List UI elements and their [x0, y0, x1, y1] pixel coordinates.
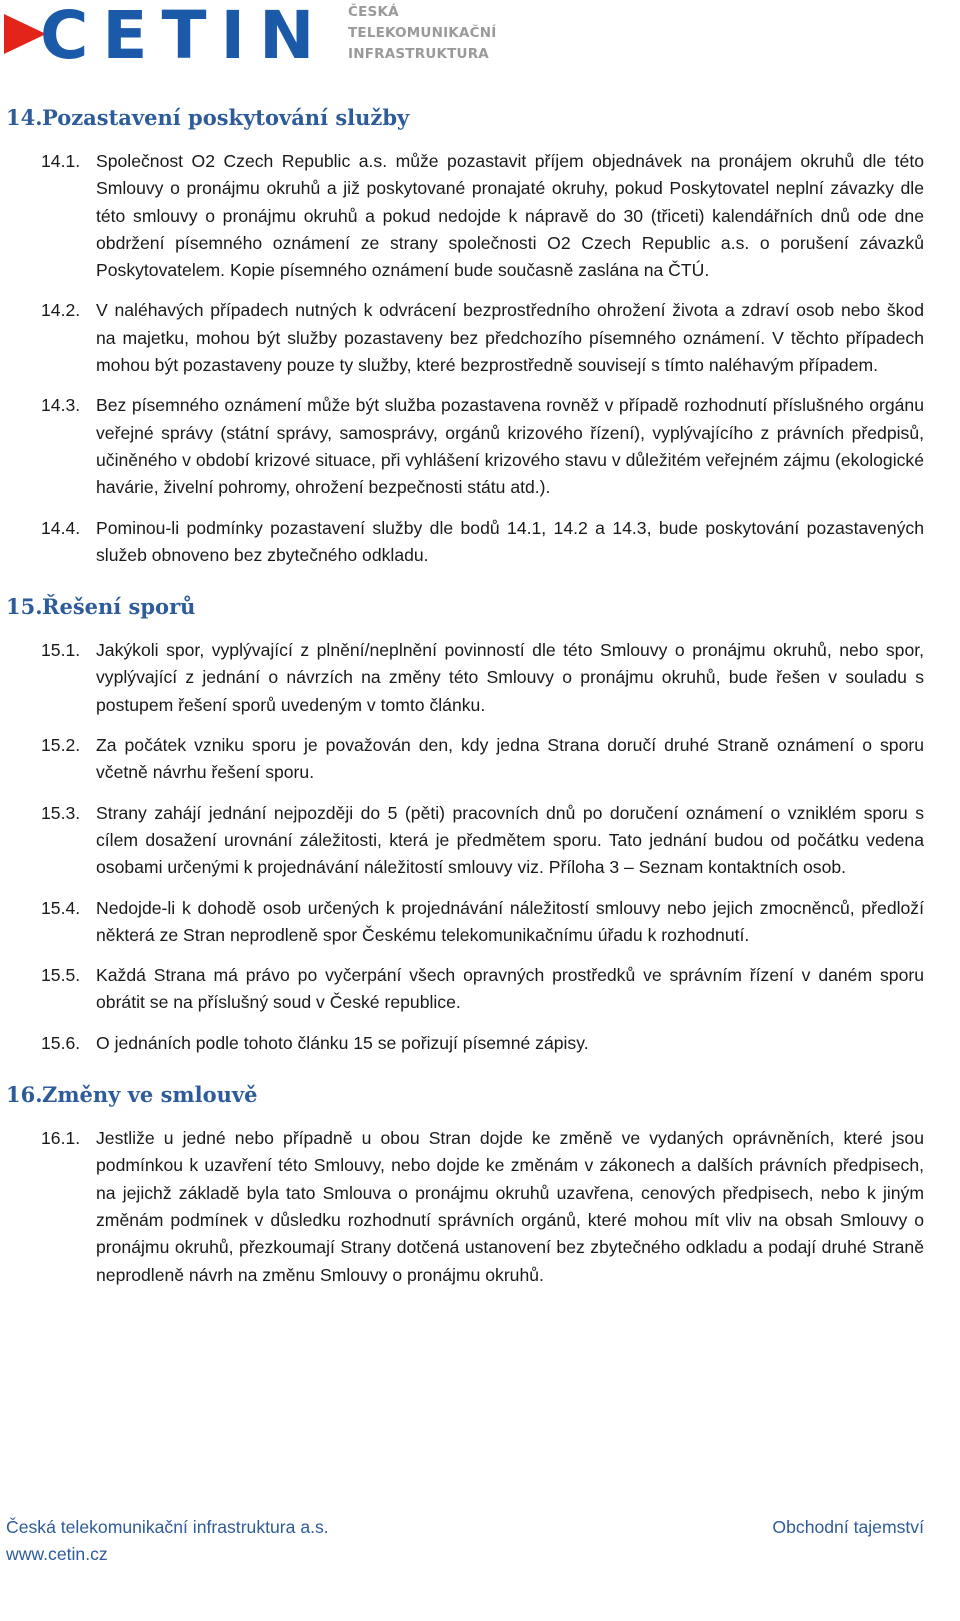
clause-14-3	[0, 392, 960, 501]
section-title: Změny ve smlouvě	[42, 1082, 258, 1108]
clause-number: 15.4.	[41, 897, 81, 918]
clause-number: 15.5.	[41, 965, 81, 986]
footer-company: Česká telekomunikační infrastruktura a.s.	[6, 1517, 329, 1537]
section-number: 16.	[6, 1082, 43, 1108]
section-title: Pozastavení poskytování služby	[42, 105, 410, 130]
logo-subtitle-line: ČESKÁ	[348, 4, 399, 20]
clause-text: Pominou-li podmínky pozastavení služby dle bodů 14.1, 14.2 a 14.3, bude poskytování pozastavených služeb obnoveno bez zbytečného odkladu.	[96, 517, 924, 565]
logo-wordmark: CETIN	[40, 0, 329, 62]
logo-subtitle-line: TELEKOMUNIKAČNÍ	[348, 25, 497, 41]
section-number: 14.	[6, 105, 43, 130]
clause-15-1	[0, 637, 960, 719]
clause-number: 14.3.	[41, 395, 81, 416]
clause-14-2	[0, 297, 960, 379]
section-heading-14	[0, 102, 960, 134]
clause-text: Za počátek vzniku sporu je považován den, kdy jedna Strana doručí druhé Straně oznámení o sporu včetně návrhu řešení sporu.	[96, 735, 924, 783]
clause-number: 14.2.	[41, 300, 81, 321]
cetin-logo-mark	[2, 0, 342, 62]
clause-number: 15.1.	[41, 640, 81, 661]
clause-text: Nedojde-li k dohodě osob určených k projednávání náležitostí smlouvy nebo jejich zmocněnců, předloží některá ze Stran neprodleně spor Českému telekomunikačnímu úřadu k rozhodnutí.	[96, 897, 924, 945]
clause-14-1	[0, 148, 960, 284]
clause-15-2	[0, 732, 960, 787]
logo-subtitle	[348, 2, 496, 65]
clause-number: 15.2.	[41, 735, 81, 756]
logo-subtitle-line: INFRASTRUKTURA	[348, 46, 489, 62]
clause-15-3	[0, 800, 960, 882]
clause-number: 14.1.	[41, 151, 81, 171]
clause-text: Společnost O2 Czech Republic a.s. může pozastavit příjem objednávek na pronájem okruhů dle této Smlouvy o pronájmu okruhů a již poskytované pronajaté okruhy, pokud Poskytovatel neplní závazky dle této smlouvy o pronájmu okruhů a pokud nedojde k nápravě do 30 (třiceti) kalendářních dnů ode dne obdržení písemného oznámení ze strany společnosti O2 Czech Republic a.s. o porušení závazků Poskytovatelem. Kopie písemného oznámení bude současně zaslána na ČTÚ.	[96, 151, 924, 281]
section-title: Řešení sporů	[42, 594, 196, 620]
clause-16-1	[0, 1125, 960, 1289]
section-heading-15	[0, 591, 960, 623]
clause-number: 16.1.	[41, 1128, 81, 1149]
section-heading-16	[0, 1079, 960, 1111]
clause-15-5	[0, 962, 960, 1017]
clause-number: 14.4.	[41, 517, 81, 538]
clause-text: Strany zahájí jednání nejpozději do 5 (pěti) pracovních dnů po doručení oznámení o vzniklém sporu s cílem dosažení urovnání záležitosti, která je předmětem sporu. Tato jednání budou od počátku vedena osobami určenými k projednávání náležitostí smlouvy viz. Příloha 3 – Seznam kontaktních osob.	[96, 802, 924, 878]
clause-text: O jednáních podle tohoto článku 15 se pořizují písemné zápisy.	[96, 1032, 589, 1053]
clause-text: Každá Strana má právo po vyčerpání všech opravných prostředků ve správním řízení v daném sporu obrátit se na příslušný soud v České republice.	[96, 965, 924, 1013]
footer-website-link[interactable]: www.cetin.cz	[6, 1544, 108, 1564]
footer-confidential: Obchodní tajemství	[772, 1517, 924, 1537]
clause-number: 15.6.	[41, 1032, 81, 1053]
clause-number: 15.3.	[41, 802, 81, 823]
section-number: 15.	[6, 594, 43, 620]
clause-15-4	[0, 895, 960, 950]
clause-text: V naléhavých případech nutných k odvrácení bezprostředního ohrožení života a zdraví osob nebo škod na majetku, mohou být služby pozastaveny bez předchozího písemného oznámení. V těchto případech mohou být pozastaveny pouze ty služby, které bezprostředně souvisejí s tímto naléhavým případem.	[96, 300, 924, 376]
clause-text: Jestliže u jedné nebo případně u obou Stran dojde ke změně ve vydaných oprávněních, které jsou podmínkou k uzavření této Smlouvy, nebo dojde ke změnám v zákonech a dalších právních předpisech, na jejichž základě byla tato Smlouva o pronájmu okruhů uzavřena, cenových předpisech, nebo k jiným změnám podmínek v důsledku rozhodnutí správních orgánů, které mohou mít vliv na obsah Smlouvy o pronájmu okruhů, přezkoumají Strany dotčená ustanovení bez zbytečného odkladu a podají druhé Straně neprodleně návrh na změnu Smlouvy o pronájmu okruhů.	[96, 1128, 924, 1285]
clause-text: Jakýkoli spor, vyplývající z plnění/neplnění povinností dle této Smlouvy o pronájmu okruhů, nebo spor, vyplývající z jednání o návrzích na změny této Smlouvy o pronájmu okruhů, bude řešen v souladu s postupem řešení sporů uvedeným v tomto článku.	[96, 640, 924, 715]
document-body	[0, 100, 960, 1289]
clause-text: Bez písemného oznámení může být služba pozastavena rovněž v případě rozhodnutí příslušného orgánu veřejné správy (státní správy, samosprávy, orgánů krizového řízení), vyplývajícího z právních předpisů, učiněného v období krizové situace, při vyhlášení krizového stavu v důležitém veřejném zájmu (ekologické havárie, živelní pohromy, ohrožení bezpečnosti státu atd.).	[96, 395, 924, 498]
clause-14-4	[0, 515, 960, 570]
clause-15-6	[0, 1030, 960, 1057]
